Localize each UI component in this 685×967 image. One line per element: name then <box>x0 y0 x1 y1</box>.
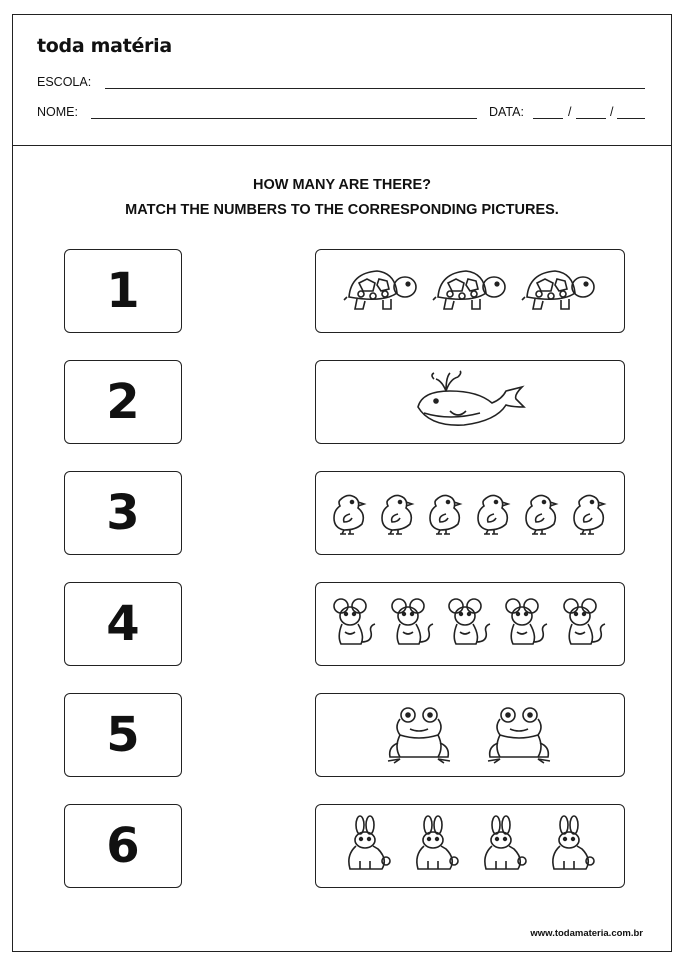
instruction-line-1: HOW MANY ARE THERE? <box>252 177 432 193</box>
rabbit-icon <box>410 815 462 877</box>
number-box-2[interactable]: 2 <box>64 360 182 444</box>
date-separator: / <box>568 105 572 119</box>
picture-box-chicks[interactable] <box>315 471 625 555</box>
website-footer: www.todamateria.com.br <box>530 928 643 939</box>
number-box-1[interactable]: 1 <box>64 249 182 333</box>
school-field[interactable] <box>105 88 645 89</box>
worksheet-header <box>13 15 671 146</box>
rabbit-icon <box>342 815 394 877</box>
date-year-field[interactable] <box>617 118 645 119</box>
date-separator: / <box>610 105 614 119</box>
picture-box-rabbits[interactable] <box>315 804 625 888</box>
chick-icon <box>570 490 610 536</box>
instruction-line-2: MATCH THE NUMBERS TO THE CORRESPONDING PICTURES. <box>125 202 559 218</box>
number-box-3[interactable]: 3 <box>64 471 182 555</box>
turtle-icon <box>521 263 597 319</box>
name-label: NOME: <box>37 105 78 119</box>
name-field[interactable] <box>91 118 477 119</box>
date-month-field[interactable] <box>576 118 606 119</box>
worksheet-page <box>12 14 672 952</box>
picture-box-whale[interactable] <box>315 360 625 444</box>
picture-box-turtles[interactable] <box>315 249 625 333</box>
rabbit-icon <box>478 815 530 877</box>
picture-box-frogs[interactable] <box>315 693 625 777</box>
mouse-icon <box>331 596 379 652</box>
chick-icon <box>378 490 418 536</box>
rabbit-icon <box>546 815 598 877</box>
number-box-6[interactable]: 6 <box>64 804 182 888</box>
mouse-icon <box>561 596 609 652</box>
number-box-4[interactable]: 4 <box>64 582 182 666</box>
chick-icon <box>474 490 514 536</box>
chick-icon <box>522 490 562 536</box>
mouse-icon <box>389 596 437 652</box>
mouse-icon <box>503 596 551 652</box>
chick-icon <box>426 490 466 536</box>
school-label: ESCOLA: <box>37 75 92 89</box>
mouse-icon <box>446 596 494 652</box>
turtle-icon <box>432 263 508 319</box>
frog-icon <box>384 703 456 767</box>
whale-icon <box>410 369 530 435</box>
picture-box-mice[interactable] <box>315 582 625 666</box>
turtle-icon <box>343 263 419 319</box>
brand-logo: toda matéria <box>37 35 172 57</box>
frog-icon <box>484 703 556 767</box>
number-box-5[interactable]: 5 <box>64 693 182 777</box>
date-label: DATA: <box>489 105 524 119</box>
chick-icon <box>330 490 370 536</box>
date-day-field[interactable] <box>533 118 563 119</box>
